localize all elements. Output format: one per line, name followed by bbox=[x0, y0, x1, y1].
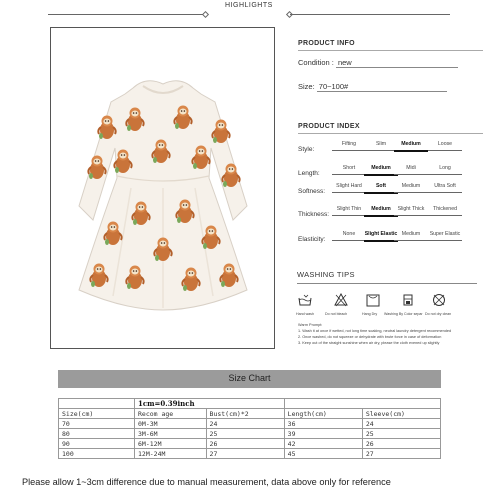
header-rule-left bbox=[48, 14, 203, 15]
table-row bbox=[59, 439, 441, 449]
index-option-mark bbox=[394, 174, 428, 175]
table-cell: 12M-24M bbox=[135, 449, 207, 459]
index-option-mark bbox=[332, 240, 366, 241]
table-cell: 45 bbox=[284, 449, 362, 459]
table-row bbox=[59, 419, 441, 429]
size-row bbox=[298, 82, 447, 92]
size-label: Size: bbox=[298, 82, 315, 91]
index-row-label: Softness: bbox=[298, 188, 326, 195]
index-option-mark bbox=[332, 150, 366, 151]
table-cell: 24 bbox=[206, 419, 284, 429]
index-option: Slight Thin bbox=[336, 206, 362, 212]
warm-prompt-line-2: 2. Once washed, do not squeeze or dehydrate with brute force in case of deformation bbox=[298, 335, 442, 339]
product-info-rule bbox=[298, 50, 483, 51]
column-header: Bust(cm)*2 bbox=[206, 409, 284, 419]
conversion-empty-cell bbox=[284, 399, 440, 409]
index-option: Long bbox=[439, 165, 451, 171]
index-row-label: Thickness: bbox=[298, 211, 330, 218]
index-option: None bbox=[342, 231, 356, 237]
hang-dry-icon bbox=[366, 293, 380, 307]
table-cell: 39 bbox=[284, 429, 362, 439]
column-header: Size(cm) bbox=[59, 409, 135, 419]
column-header: Length(cm) bbox=[284, 409, 362, 419]
table-cell: 42 bbox=[284, 439, 362, 449]
index-option: Ultra Soft bbox=[434, 183, 456, 189]
washing-tips-title: WASHING TIPS bbox=[297, 270, 355, 279]
index-option-mark bbox=[394, 192, 428, 193]
index-option: Thickened bbox=[433, 206, 457, 212]
washing-by-color-caption: Washing By Color separ bbox=[384, 312, 423, 316]
table-cell: 26 bbox=[206, 439, 284, 449]
index-option-mark bbox=[332, 215, 366, 216]
table-cell: 24 bbox=[362, 419, 440, 429]
index-option-mark bbox=[428, 174, 462, 175]
index-option: Super Elastic bbox=[429, 231, 461, 237]
size-chart-title: Size Chart bbox=[228, 373, 271, 383]
index-row-label: Length: bbox=[298, 170, 320, 177]
table-row bbox=[59, 429, 441, 439]
table-cell: 100 bbox=[59, 449, 135, 459]
table-cell: 27 bbox=[362, 449, 440, 459]
index-option-mark bbox=[428, 240, 462, 241]
product-index-rule bbox=[298, 133, 483, 134]
table-cell: 27 bbox=[206, 449, 284, 459]
index-option: Midi bbox=[406, 165, 416, 171]
index-option: Short bbox=[342, 165, 356, 171]
product-photo bbox=[50, 27, 275, 349]
size-chart-header bbox=[58, 370, 441, 388]
table-header-row bbox=[59, 409, 441, 419]
index-option-mark bbox=[364, 150, 398, 151]
size-chart-table bbox=[58, 398, 441, 459]
condition-row bbox=[298, 58, 458, 68]
index-option: Medium bbox=[371, 165, 391, 171]
index-row-label: Style: bbox=[298, 146, 315, 153]
index-option-mark bbox=[332, 192, 366, 193]
index-option: Soft bbox=[375, 183, 387, 189]
index-option: Medium bbox=[401, 183, 421, 189]
washing-by-color-icon bbox=[401, 293, 415, 307]
index-option-selected-mark bbox=[364, 240, 398, 242]
hang-dry-caption: Hang Dry bbox=[362, 312, 378, 316]
index-option-selected-mark bbox=[364, 215, 398, 217]
index-option-mark bbox=[394, 215, 428, 216]
table-cell: 26 bbox=[362, 439, 440, 449]
index-option-mark bbox=[428, 215, 462, 216]
measurement-note: Please allow 1~3cm difference due to manual measurement, data above only for reference bbox=[22, 477, 391, 487]
column-header: Sleeve(cm) bbox=[362, 409, 440, 419]
do-not-dry-clean-icon bbox=[432, 293, 446, 307]
warm-prompt-line-1: 1. Wash it at once if wetted, not long time soaking, neutral laundry detergent recommended bbox=[298, 329, 452, 333]
table-cell: 80 bbox=[59, 429, 135, 439]
table-row bbox=[59, 449, 441, 459]
table-cell: 25 bbox=[206, 429, 284, 439]
warm-prompt-line-3: 3. Keep out of the straight sunshine when air dry, please the cloth evened up slightly bbox=[298, 341, 440, 345]
index-option-mark bbox=[428, 192, 462, 193]
product-info-title: PRODUCT INFO bbox=[298, 40, 355, 47]
index-option-mark bbox=[428, 150, 462, 151]
hand-wash-icon bbox=[298, 293, 312, 307]
index-option: Loose bbox=[437, 141, 453, 147]
conversion-note: 1cm=0.39inch bbox=[135, 399, 285, 409]
table-cell: 6M-12M bbox=[135, 439, 207, 449]
table-cell: 90 bbox=[59, 439, 135, 449]
index-option-selected-mark bbox=[364, 192, 398, 194]
table-cell: 36 bbox=[284, 419, 362, 429]
index-option: Medium bbox=[401, 141, 421, 147]
index-option-mark bbox=[332, 174, 366, 175]
column-header: Recom age bbox=[135, 409, 207, 419]
condition-value: new bbox=[336, 58, 458, 68]
header-diamond-left bbox=[202, 11, 209, 18]
do-not-bleach-caption: Do not bleach bbox=[325, 312, 348, 316]
table-cell: 70 bbox=[59, 419, 135, 429]
conversion-empty-cell bbox=[59, 399, 135, 409]
product-index-title: PRODUCT INDEX bbox=[298, 123, 360, 130]
hand-wash-caption: Hand wash bbox=[296, 312, 314, 316]
do-not-dry-clean-caption: Do not dry clean bbox=[425, 312, 452, 316]
index-option: Slight Hard bbox=[336, 183, 362, 189]
washing-tips-rule bbox=[297, 283, 477, 284]
index-option: Medium bbox=[371, 206, 391, 212]
table-cell: 25 bbox=[362, 429, 440, 439]
dress-illustration bbox=[51, 28, 276, 350]
index-option: Slim bbox=[375, 141, 387, 147]
index-option-selected-mark bbox=[394, 150, 428, 152]
condition-label: Condition : bbox=[298, 58, 334, 67]
do-not-bleach-icon bbox=[334, 293, 348, 307]
index-option: Slight Thick bbox=[397, 206, 425, 212]
table-cell: 3M-6M bbox=[135, 429, 207, 439]
index-option: Medium bbox=[401, 231, 421, 237]
index-option-selected-mark bbox=[364, 174, 398, 176]
index-option: Fifting bbox=[341, 141, 357, 147]
warm-prompt-title: Warm Prompt: bbox=[298, 323, 323, 327]
header-rule-right bbox=[290, 14, 450, 15]
conversion-row bbox=[59, 399, 441, 409]
size-value: 70~100# bbox=[317, 82, 447, 92]
index-option-mark bbox=[394, 240, 428, 241]
table-cell: 0M-3M bbox=[135, 419, 207, 429]
index-option: Slight Elastic bbox=[364, 231, 398, 237]
header-title: HIGHLIGHTS bbox=[225, 2, 273, 9]
index-row-label: Elasticity: bbox=[298, 236, 326, 243]
